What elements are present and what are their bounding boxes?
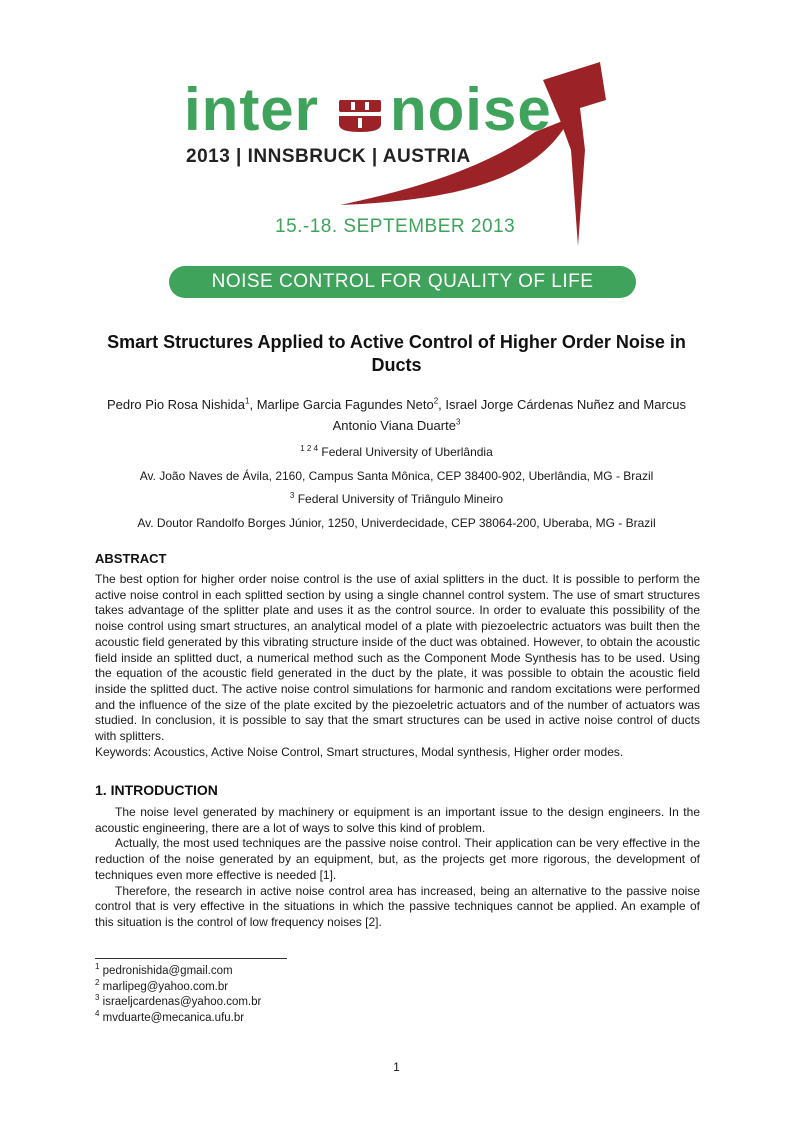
red-flag-shape	[543, 62, 606, 246]
intro-paragraph: Therefore, the research in active noise control area has increased, being an alternative to the passive noise control that is very effective in the situations in which the passive techniques cannot be applied. An example of this situation is the control of low frequency noises [2].	[95, 883, 700, 929]
author-sup: 2	[433, 396, 439, 406]
author-name: Israel Jorge Cárdenas Nuñez and Marcus Antonio Viana Duarte	[332, 397, 687, 433]
conference-header	[0, 0, 793, 310]
affiliation-2	[40, 491, 753, 507]
tyrol-emblem-icon	[337, 98, 383, 134]
footnote-item	[95, 995, 261, 1011]
footnotes	[95, 964, 261, 1026]
footnote-marker: 4	[95, 1008, 100, 1018]
author-name: Marlipe Garcia Fagundes Neto	[256, 397, 434, 412]
affiliation-sup: 3	[289, 491, 295, 500]
footnote-item	[95, 1008, 261, 1027]
author-name: Pedro Pio Rosa Nishida	[106, 397, 245, 412]
affiliation-1	[40, 444, 753, 460]
abstract-text: The best option for higher order noise control is the use of axial splitters in the duct. It is possible to perform the active noise control in each splitted section by using a single channel control system. The use of smart structures takes advantage of the splitter plate and uses it as the control source. In order to evaluate this possibility of the noise control using smart structures, an analytical model of a plate with piezoelectric actuators was built then the acoustic field generated by this vibrating structure inside of the duct was obtained. However, to obtain the acoustic field inside an splitted duct, a numerical method such as the Component Mode Synthesis has to be used. Using the equation of the acoustic field generated in the duct by the plate, it was possible to obtain the acoustic field inside the splitted duct. The active noise control simulations for harmonic and random excitations were performed and the influence of the size of the plate excited by the piezoeletric actuators and of the number of actuators was studied. In conclusion, it is possible to say that the smart structures can be used in active noise control of ducts with splitters.	[95, 572, 701, 744]
author-list	[90, 394, 703, 436]
author-sup: 1	[245, 396, 250, 406]
introduction-heading: 1. INTRODUCTION	[95, 782, 218, 798]
logo-inter-text: inter	[184, 76, 320, 143]
footnote-marker: 1	[95, 962, 100, 972]
paper-title-line-2: Ducts	[371, 355, 422, 375]
affiliation-name: Federal University of Uberlândia	[321, 445, 493, 459]
introduction-body	[95, 805, 700, 931]
footnote-marker: 2	[95, 977, 100, 987]
intro-paragraph: The noise level generated by machinery or equipment is an important issue to the design engineers. In the acoustic engineering, there are a lot of ways to solve this kind of problem.	[95, 805, 700, 835]
paper-title	[80, 331, 713, 377]
footnote-email: israeljcardenas@yahoo.com.br	[102, 996, 262, 1008]
keywords: Keywords: Acoustics, Active Noise Control, Smart structures, Modal synthesis, Higher order modes.	[95, 744, 624, 759]
conference-location: 2013 | INNSBRUCK | AUSTRIA	[186, 146, 471, 167]
footnote-email: mvduarte@mecanica.ufu.br	[102, 1011, 245, 1024]
conference-dates: 15.-18. SEPTEMBER 2013	[275, 216, 516, 237]
affiliation-2-address: Av. Doutor Randolfo Borges Júnior, 1250, Univerdecidade, CEP 38064-200, Uberaba, MG - Brazil	[137, 516, 656, 530]
author-separator: ,	[249, 397, 257, 412]
footnote-item	[95, 964, 261, 980]
logo-noise-text: noise	[390, 76, 552, 143]
footnote-email: pedronishida@gmail.com	[102, 965, 233, 977]
footnote-email: marlipeg@yahoo.com.br	[102, 980, 229, 993]
author-sup: 3	[455, 417, 461, 427]
paper-title-line-1: Smart Structures Applied to Active Control of Higher Order Noise in	[107, 332, 686, 352]
author-separator: ,	[438, 397, 446, 412]
abstract-heading: ABSTRACT	[95, 551, 167, 566]
intro-paragraph: Actually, the most used techniques are the passive noise control. Their application can be very effective in the reduction of the noise generated by an equipment, but, as the projects get more rigorous, the development of techniques even more effective is needed [1].	[95, 836, 700, 882]
footnote-item	[95, 977, 261, 996]
affiliation-name: Federal University of Triângulo Mineiro	[297, 492, 504, 506]
conference-banner: NOISE CONTROL FOR QUALITY OF LIFE	[169, 266, 636, 298]
affiliation-1-address: Av. João Naves de Ávila, 2160, Campus Santa Mônica, CEP 38400-902, Uberlândia, MG - Brazil	[139, 469, 654, 483]
page-number: 1	[393, 1060, 400, 1074]
affiliation-sup: 1 2 4	[300, 444, 319, 453]
footnote-divider	[95, 958, 287, 959]
abstract-body	[95, 572, 700, 760]
footnote-marker: 3	[95, 993, 100, 1003]
